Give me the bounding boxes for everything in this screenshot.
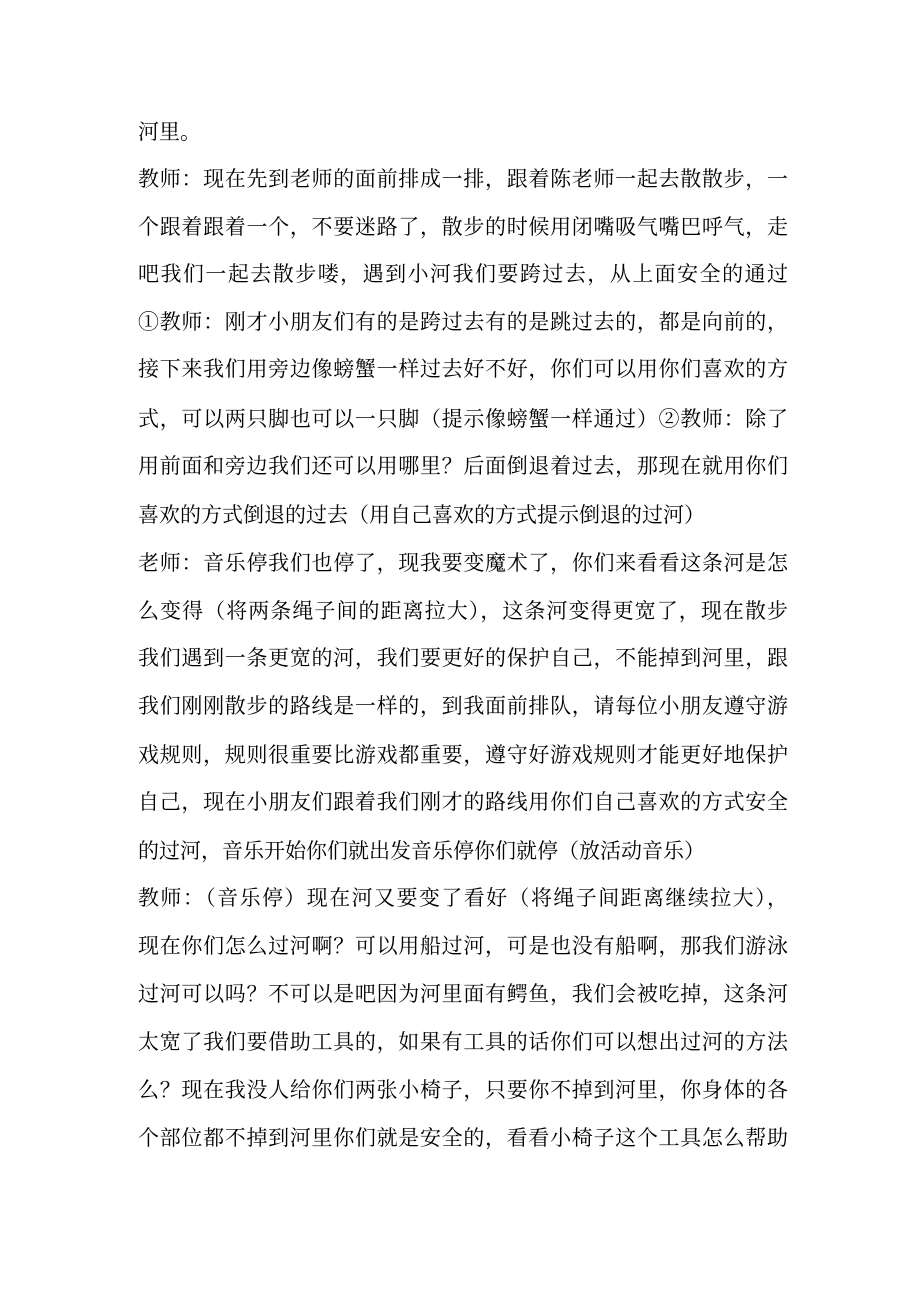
text-line: 么？现在我没人给你们两张小椅子，只要你不掉到河里，你身体的各 bbox=[138, 1078, 788, 1102]
text-line: 我们刚刚散步的路线是一样的，到我面前排队，请每位小朋友遵守游 bbox=[138, 694, 788, 718]
text-line: 戏规则，规则很重要比游戏都重要，遵守好游戏规则才能更好地保护 bbox=[138, 743, 788, 767]
text-line: 个部位都不掉到河里你们就是安全的，看看小椅子这个工具怎么帮助 bbox=[138, 1126, 788, 1150]
text-line: 现在你们怎么过河啊？可以用船过河，可是也没有船啊，那我们游泳 bbox=[138, 934, 788, 958]
text-line: 我们遇到一条更宽的河，我们要更好的保护自己，不能掉到河里，跟 bbox=[138, 646, 788, 670]
text-line: 教师：（音乐停）现在河又要变了看好（将绳子间距离继续拉大）， bbox=[138, 886, 788, 910]
text-line: ①教师：刚才小朋友们有的是跨过去有的是跳过去的，都是向前的， bbox=[138, 310, 788, 334]
text-line: 太宽了我们要借助工具的，如果有工具的话你们可以想出过河的方法 bbox=[138, 1030, 788, 1054]
text-line: 式，可以两只脚也可以一只脚（提示像螃蟹一样通过）②教师：除了 bbox=[138, 407, 788, 431]
text-line: 个跟着跟着一个，不要迷路了，散步的时候用闭嘴吸气嘴巴呼气，走 bbox=[138, 215, 788, 239]
text-line: 自己，现在小朋友们跟着我们刚才的路线用你们自己喜欢的方式安全 bbox=[138, 790, 788, 814]
text-line: 过河可以吗？不可以是吧因为河里面有鳄鱼，我们会被吃掉，这条河 bbox=[138, 982, 788, 1006]
text-line: 河里。 bbox=[138, 120, 201, 144]
text-line: 用前面和旁边我们还可以用哪里？后面倒退着过去，那现在就用你们 bbox=[138, 454, 788, 478]
text-line: 么变得（将两条绳子间的距离拉大），这条河变得更宽了，现在散步 bbox=[138, 599, 788, 623]
text-line: 吧我们一起去散步喽，遇到小河我们要跨过去，从上面安全的通过 bbox=[138, 262, 788, 286]
text-line: 的过河，音乐开始你们就出发音乐停你们就停（放活动音乐） bbox=[138, 839, 705, 863]
text-line: 教师：现在先到老师的面前排成一排，跟着陈老师一起去散散步，一 bbox=[138, 167, 788, 191]
text-line: 接下来我们用旁边像螃蟹一样过去好不好，你们可以用你们喜欢的方 bbox=[138, 357, 788, 381]
text-line: 老师：音乐停我们也停了，现我要变魔术了，你们来看看这条河是怎 bbox=[138, 551, 788, 575]
text-line: 喜欢的方式倒退的过去（用自己喜欢的方式提示倒退的过河） bbox=[138, 503, 705, 527]
